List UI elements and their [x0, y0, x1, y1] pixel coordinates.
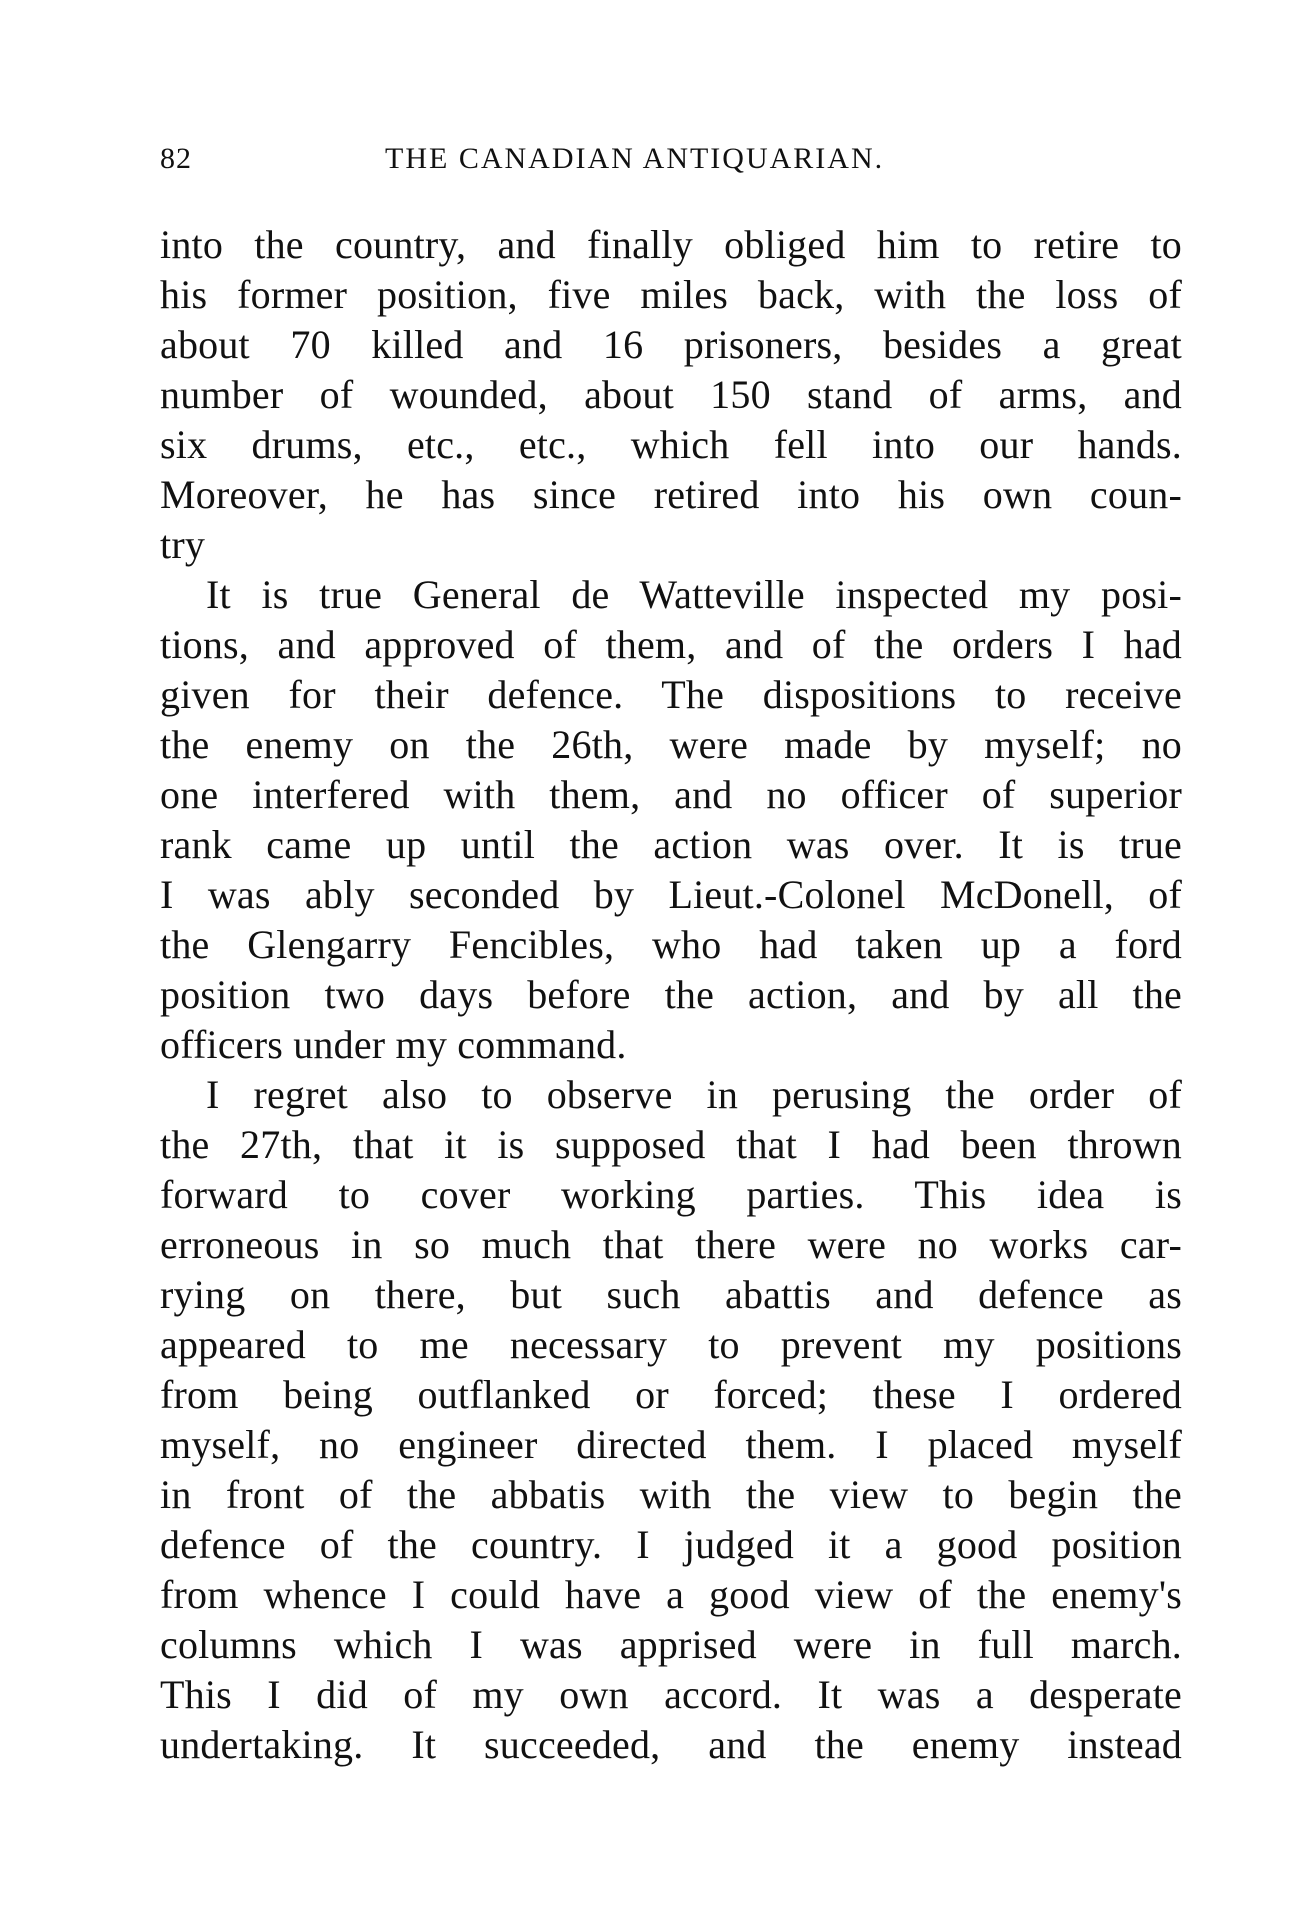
paragraph-start-line: It is true General de Watteville inspected my posi- — [206, 572, 1182, 617]
text-line: from whence I could have a good view of the enemy's — [160, 1572, 1182, 1617]
text-line: position two days before the action, and by all the — [160, 972, 1182, 1017]
text-line: I was ably seconded by Lieut.-Colonel McDonell, of — [160, 872, 1182, 917]
text-line: six drums, etc., etc., which fell into our hands. — [160, 422, 1182, 467]
page-number: 82 — [160, 142, 192, 175]
text-line: defence of the country. I judged it a good position — [160, 1522, 1182, 1567]
text-line: Moreover, he has since retired into his own coun- — [160, 472, 1182, 517]
text-line: about 70 killed and 16 prisoners, besides a great — [160, 322, 1182, 367]
body-text — [160, 220, 1182, 1770]
text-line: into the country, and finally obliged him to retire to — [160, 222, 1182, 267]
text-line: his former position, five miles back, with the loss of — [160, 272, 1182, 317]
text-line: given for their defence. The dispositions to receive — [160, 672, 1182, 717]
text-line: erroneous in so much that there were no works car- — [160, 1222, 1182, 1267]
paragraph-start-line: I regret also to observe in perusing the order of — [206, 1072, 1182, 1117]
text-line: the Glengarry Fencibles, who had taken up a ford — [160, 922, 1182, 967]
text-line: officers under my command. — [160, 1022, 627, 1067]
text-line: in front of the abbatis with the view to begin the — [160, 1472, 1182, 1517]
text-line: tions, and approved of them, and of the orders I had — [160, 622, 1182, 667]
text-line: the enemy on the 26th, were made by myself; no — [160, 722, 1182, 767]
text-line: rank came up until the action was over. It is true — [160, 822, 1182, 867]
text-line: one interfered with them, and no officer of superior — [160, 772, 1182, 817]
text-line: undertaking. It succeeded, and the enemy instead — [160, 1722, 1182, 1767]
text-line: forward to cover working parties. This idea is — [160, 1172, 1182, 1217]
text-line: the 27th, that it is supposed that I had been thrown — [160, 1122, 1182, 1167]
text-line: number of wounded, about 150 stand of arms, and — [160, 372, 1182, 417]
text-line: This I did of my own accord. It was a desperate — [160, 1672, 1182, 1717]
text-line: from being outflanked or forced; these I ordered — [160, 1372, 1182, 1417]
page-header — [160, 128, 1200, 188]
text-line: appeared to me necessary to prevent my positions — [160, 1322, 1182, 1367]
running-title: THE CANADIAN ANTIQUARIAN. — [385, 142, 885, 175]
text-line: rying on there, but such abattis and defence as — [160, 1272, 1182, 1317]
text-line: columns which I was apprised were in full march. — [160, 1622, 1182, 1667]
text-line: try — [160, 522, 206, 567]
text-line: myself, no engineer directed them. I placed myself — [160, 1422, 1182, 1467]
